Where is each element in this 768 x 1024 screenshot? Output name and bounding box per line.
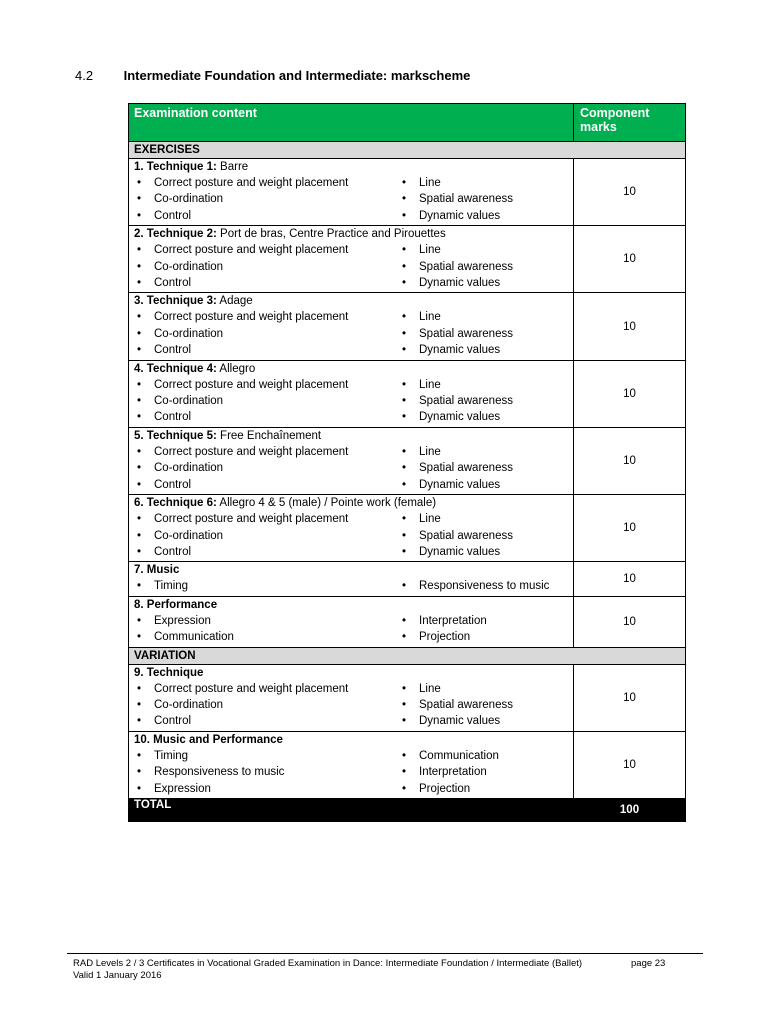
row-title — [134, 666, 568, 681]
component-marks-cell: 10 — [574, 731, 686, 798]
row-subtitle: Free Enchaînement — [216, 429, 322, 442]
criterion-item: • Correct posture and weight placement — [134, 175, 399, 191]
row-number-title: 2. Technique 2: — [134, 228, 217, 241]
criterion-item: • Control — [134, 409, 399, 425]
component-marks-cell: 10 — [574, 596, 686, 647]
criterion-item: • Dynamic values — [399, 477, 568, 493]
section-heading — [75, 68, 470, 83]
criterion-item: • Control — [134, 342, 399, 358]
criteria-list — [134, 377, 568, 426]
criterion-item: • Spatial awareness — [399, 393, 568, 409]
criterion-item: • Interpretation — [399, 613, 568, 629]
table-row — [129, 731, 686, 798]
criterion-item: • Co-ordination — [134, 460, 399, 476]
criterion-item: • Responsiveness to music — [399, 578, 568, 594]
criterion-item: • Control — [134, 477, 399, 493]
markscheme-table — [128, 103, 686, 822]
criterion-item: • Co-ordination — [134, 393, 399, 409]
section-label: EXERCISES — [129, 142, 686, 159]
criterion-item: • Interpretation — [399, 764, 568, 780]
criterion-item: • Control — [134, 275, 399, 291]
header-component-marks: Component marks — [574, 104, 686, 142]
criterion-item: • Control — [134, 544, 399, 560]
criterion-item: • Timing — [134, 748, 399, 764]
criterion-item: • Responsiveness to music — [134, 764, 399, 780]
criterion-item: • Line — [399, 444, 568, 460]
criterion-item: • Co-ordination — [134, 191, 399, 207]
content-cell — [129, 596, 574, 647]
criterion-item: • Dynamic values — [399, 208, 568, 224]
component-marks-cell: 10 — [574, 664, 686, 731]
criterion-item: • Correct posture and weight placement — [134, 511, 399, 527]
criterion-item: • Communication — [399, 748, 568, 764]
criterion-item: • Line — [399, 175, 568, 191]
component-marks-cell: 10 — [574, 495, 686, 562]
row-number-title: 7. Music — [134, 564, 180, 577]
table-row — [129, 360, 686, 427]
page-number: page 23 — [631, 958, 666, 969]
criteria-list — [134, 511, 568, 560]
table-row — [129, 159, 686, 226]
criterion-item: • Expression — [134, 781, 399, 797]
component-marks-cell: 10 — [574, 562, 686, 596]
row-number-title: 8. Performance — [134, 598, 218, 611]
criterion-item: • Line — [399, 511, 568, 527]
footer-title: RAD Levels 2 / 3 Certificates in Vocational Graded Examination in Dance: Intermediate Foundation / Intermediate (Ballet) — [73, 958, 583, 969]
row-title — [134, 227, 568, 242]
row-title — [134, 294, 568, 309]
criterion-item: • Dynamic values — [399, 275, 568, 291]
criterion-item: • Dynamic values — [399, 342, 568, 358]
row-title — [134, 598, 568, 613]
footer-divider — [67, 953, 703, 954]
table-row — [129, 664, 686, 731]
criteria-list — [134, 748, 568, 797]
page-footer — [73, 958, 666, 982]
criteria-list — [134, 309, 568, 358]
criterion-item: • Correct posture and weight placement — [134, 242, 399, 258]
total-label: TOTAL — [129, 798, 574, 821]
criteria-list — [134, 578, 568, 594]
criterion-item: • Co-ordination — [134, 697, 399, 713]
row-title — [134, 563, 568, 578]
criterion-item: • Line — [399, 377, 568, 393]
content-cell — [129, 427, 574, 494]
component-marks-cell: 10 — [574, 293, 686, 360]
row-title — [134, 733, 568, 748]
criterion-item: • Spatial awareness — [399, 191, 568, 207]
table-row — [129, 427, 686, 494]
content-cell — [129, 562, 574, 596]
criterion-item: • Line — [399, 681, 568, 697]
table-row — [129, 293, 686, 360]
table-row — [129, 562, 686, 596]
component-marks-cell: 10 — [574, 427, 686, 494]
row-number-title: 6. Technique 6: — [134, 497, 217, 510]
criterion-item: • Spatial awareness — [399, 326, 568, 342]
criterion-item: • Co-ordination — [134, 326, 399, 342]
section-row — [129, 142, 686, 159]
criterion-item: • Communication — [134, 629, 399, 645]
criterion-item: • Spatial awareness — [399, 697, 568, 713]
criteria-list — [134, 681, 568, 730]
criterion-item: • Correct posture and weight placement — [134, 444, 399, 460]
row-title — [134, 496, 568, 511]
criterion-item: • Co-ordination — [134, 528, 399, 544]
row-number-title: 3. Technique 3: — [134, 295, 217, 308]
criterion-item: • Control — [134, 713, 399, 729]
row-title — [134, 160, 568, 175]
criterion-item: • Spatial awareness — [399, 528, 568, 544]
row-subtitle: Allegro — [216, 362, 256, 375]
criterion-item: • Timing — [134, 578, 399, 594]
criterion-item: • Co-ordination — [134, 259, 399, 275]
component-marks-cell: 10 — [574, 159, 686, 226]
criteria-list — [134, 613, 568, 646]
criteria-list — [134, 242, 568, 291]
total-marks: 100 — [574, 798, 686, 821]
criterion-item: • Line — [399, 309, 568, 325]
row-subtitle: Allegro 4 & 5 (male) / Pointe work (female) — [216, 497, 437, 510]
criterion-item: • Correct posture and weight placement — [134, 309, 399, 325]
table-row — [129, 226, 686, 293]
section-label: VARIATION — [129, 647, 686, 664]
criterion-item: • Spatial awareness — [399, 259, 568, 275]
row-number-title: 10. Music and Performance — [134, 733, 283, 746]
criterion-item: • Dynamic values — [399, 544, 568, 560]
section-title: Intermediate Foundation and Intermediate: markscheme — [123, 68, 471, 83]
criterion-item: • Correct posture and weight placement — [134, 377, 399, 393]
table-row — [129, 596, 686, 647]
criteria-list — [134, 175, 568, 224]
row-subtitle: Adage — [216, 295, 253, 308]
content-cell — [129, 293, 574, 360]
section-number: 4.2 — [75, 68, 94, 83]
header-examination-content: Examination content — [129, 104, 574, 142]
table-row — [129, 495, 686, 562]
component-marks-cell: 10 — [574, 360, 686, 427]
content-cell — [129, 159, 574, 226]
criterion-item: • Spatial awareness — [399, 460, 568, 476]
row-number-title: 4. Technique 4: — [134, 362, 217, 375]
criterion-item: • Dynamic values — [399, 409, 568, 425]
row-number-title: 1. Technique 1: — [134, 161, 217, 173]
row-number-title: 9. Technique — [134, 666, 204, 679]
row-subtitle: Barre — [216, 161, 249, 173]
content-cell — [129, 495, 574, 562]
row-subtitle: Port de bras, Centre Practice and Pirouettes — [216, 228, 446, 241]
table-header-row — [129, 104, 686, 142]
row-number-title: 5. Technique 5: — [134, 429, 217, 442]
criterion-item: • Control — [134, 208, 399, 224]
criterion-item: • Line — [399, 242, 568, 258]
component-marks-cell: 10 — [574, 226, 686, 293]
content-cell — [129, 664, 574, 731]
criterion-item: • Projection — [399, 629, 568, 645]
content-cell — [129, 226, 574, 293]
total-row — [129, 798, 686, 821]
row-title — [134, 362, 568, 377]
criterion-item: • Correct posture and weight placement — [134, 681, 399, 697]
row-title — [134, 429, 568, 444]
content-cell — [129, 731, 574, 798]
criterion-item: • Projection — [399, 781, 568, 797]
section-row — [129, 647, 686, 664]
footer-validity: Valid 1 January 2016 — [73, 970, 162, 981]
criterion-item: • Dynamic values — [399, 713, 568, 729]
criterion-item: • Expression — [134, 613, 399, 629]
criteria-list — [134, 444, 568, 493]
content-cell — [129, 360, 574, 427]
